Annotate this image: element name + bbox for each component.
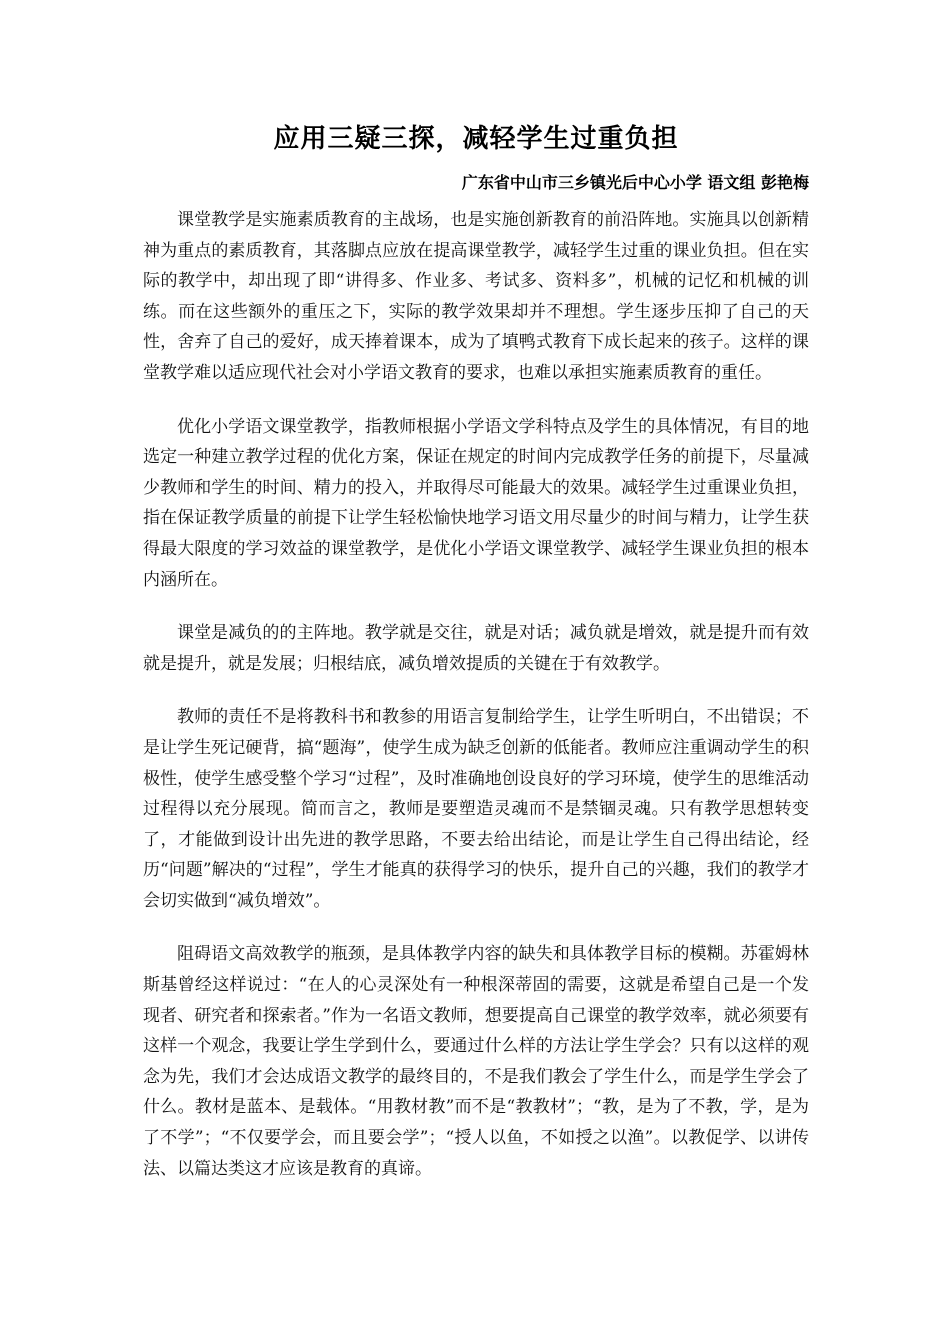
author-byline: 广东省中山市三乡镇光后中心小学 语文组 彭艳梅 [461, 173, 809, 192]
page-title: 应用三疑三探，减轻学生过重负担 [273, 124, 679, 154]
paragraph-1: 课堂教学是实施素质教育的主战场，也是实施创新教育的前沿阵地。实施具以创新精神为重点的素质教育，其落脚点应放在提高课堂教学，减轻学生过重的课业负担。但在实际的教学中，却出现了即“讲得多、作业多、考试多、资料多”，机械的记忆和机械的训练。而在这些额外的重压之下，实际的教学效果却并不理想。学生逐步压抑了自己的天性，舍弃了自己的爱好，成天捧着课本，成为了填鸭式教育下成长起来的孩子。这样的课堂教学难以适应现代社会对小学语文教育的要求，也难以承担实施素质教育的重任。 [143, 210, 809, 383]
paragraph-2: 优化小学语文课堂教学，指教师根据小学语文学科特点及学生的具体情况，有目的地选定一种建立教学过程的优化方案，保证在规定的时间内完成教学任务的前提下，尽量减少教师和学生的时间、精力的投入，并取得尽可能最大的效果。减轻学生过重课业负担，指在保证教学质量的前提下让学生轻松愉快地学习语文用尽量少的时间与精力，让学生获得最大限度的学习效益的课堂教学，是优化小学语文课堂教学、减轻学生课业负担的根本内涵所在。 [143, 416, 809, 590]
paragraph-3: 课堂是减负的的主阵地。教学就是交往，就是对话；减负就是增效，就是提升而有效就是提升，就是发展；归根结底，减负增效提质的关键在于有效教学。 [143, 623, 809, 674]
article-body [143, 112, 809, 1207]
paragraph-4: 教师的责任不是将教科书和教参的用语言复制给学生，让学生听明白，不出错误；不是让学生死记硬背，搞“题海”，使学生成为缺乏创新的低能者。教师应注重调动学生的积极性，使学生感受整个学习“过程”，及时准确地创设良好的学习环境，使学生的思维活动过程得以充分展现。简而言之，教师是要塑造灵魂而不是禁锢灵魂。只有教学思想转变了，才能做到设计出先进的教学思路，不要去给出结论，而是让学生自己得出结论，经历“问题”解决的“过程”，学生才能真的获得学习的快乐，提升自己的兴趣，我们的教学才会切实做到“减负增效”。 [143, 707, 809, 911]
paragraph-5: 阻碍语文高效教学的瓶颈，是具体教学内容的缺失和具体教学目标的模糊。苏霍姆林斯基曾经这样说过：“在人的心灵深处有一种根深蒂固的需要，这就是希望自己是一个发现者、研究者和探索者。”作为一名语文教师，想要提高自己课堂的教学效率，就必须要有这样一个观念，我要让学生学到什么，要通过什么样的方法让学生学会？只有以这样的观念为先，我们才会达成语文教学的最终目的，不是我们教会了学生什么，而是学生学会了什么。教材是蓝本、是载体。“用教材教”而不是“教教材”；“教，是为了不教，学，是为了不学”；“不仅要学会，而且要会学”；“授人以鱼，不如授之以渔”。以教促学、以讲传法、以篇达类这才应该是教育的真谛。 [143, 944, 809, 1179]
